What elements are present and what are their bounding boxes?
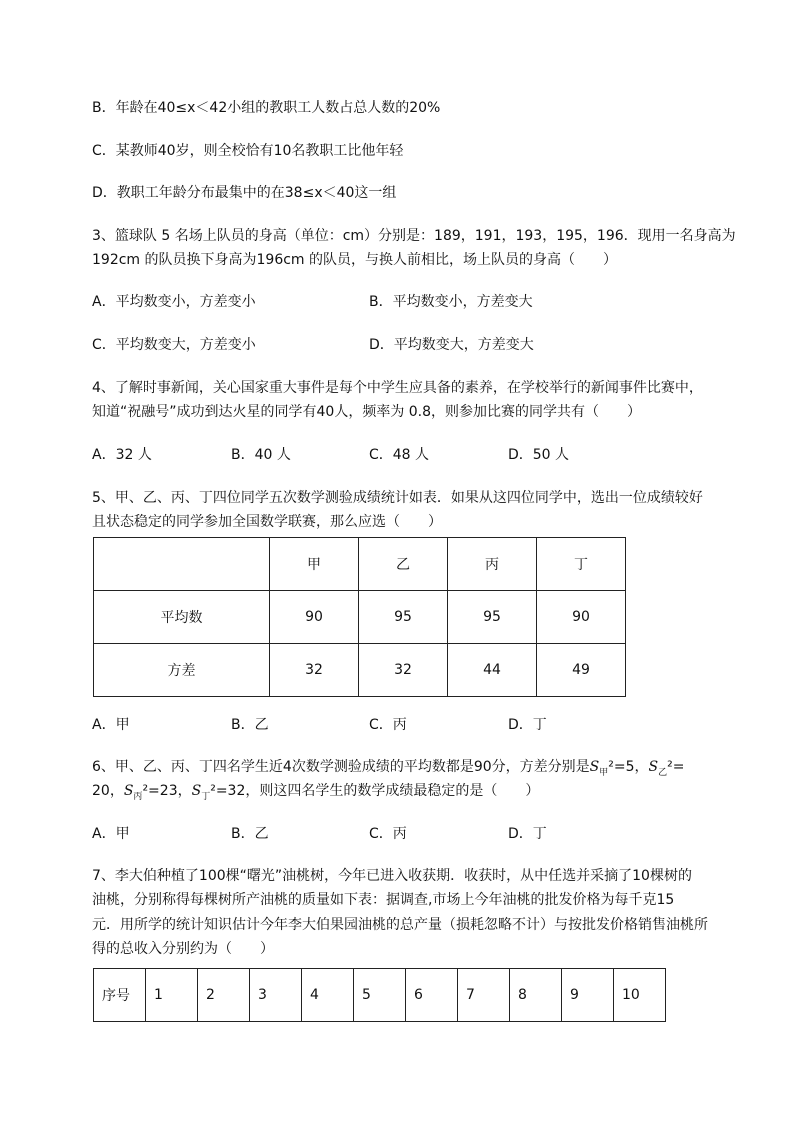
table-header-cell: 6 [406, 969, 458, 1022]
q4-option-b: B．40 人 [231, 447, 291, 463]
q2-option-b: B．年龄在40≤x＜42小组的教职工人数占总人数的20% [92, 100, 441, 116]
table-cell: 32 [359, 644, 448, 697]
q5-option-a: A．甲 [92, 717, 130, 733]
q7-stem-line4: 得的总收入分别约为（ ） [92, 941, 274, 957]
table-header-cell: 1 [146, 969, 198, 1022]
q4-option-a: A．32 人 [92, 447, 152, 463]
table-row [94, 969, 666, 1022]
q4-option-d: D．50 人 [508, 447, 570, 463]
table-row-label: 方差 [94, 644, 270, 697]
q5-stem-line1: 5、甲、乙、丙、丁四位同学五次数学测验成绩统计如表．如果从这四位同学中，选出一位成绩较好 [92, 490, 703, 506]
q6-text: ²=32，则这四名学生的数学成绩最稳定的是（ ） [210, 783, 540, 799]
variance-subscript: 丙 [133, 791, 143, 802]
q7-data-table [93, 968, 666, 1022]
table-cell: 90 [270, 591, 359, 644]
q5-stats-table [93, 537, 626, 697]
variance-symbol: S [123, 783, 134, 799]
table-header-cell: 9 [562, 969, 614, 1022]
table-header-cell: 10 [614, 969, 666, 1022]
table-header-cell: 3 [250, 969, 302, 1022]
q6-text: ²= [667, 759, 685, 775]
q2-option-d: D．教职工年龄分布最集中的在38≤x＜40这一组 [92, 185, 397, 201]
table-cell: 49 [537, 644, 626, 697]
table-header-cell: 丙 [448, 538, 537, 591]
q3-option-b: B．平均数变小，方差变大 [369, 294, 533, 310]
q3-option-a: A．平均数变小，方差变小 [92, 294, 256, 310]
table-row [94, 644, 626, 697]
table-cell: 32 [270, 644, 359, 697]
variance-symbol: S [589, 759, 600, 775]
q3-stem-line2: 192cm 的队员换下身高为196cm 的队员，与换人前相比，场上队员的身高（ ） [92, 252, 618, 268]
q7-stem-line1: 7、李大伯种植了100棵“曙光”油桃树，今年已进入收获期．收获时，从中任选并采摘了10棵树的 [92, 868, 692, 884]
q6-text: 20， [92, 783, 124, 799]
q5-option-c: C．丙 [369, 717, 407, 733]
q6-option-b: B．乙 [231, 826, 269, 842]
q6-text: ²=5， [608, 759, 649, 775]
variance-subscript: 乙 [658, 767, 668, 778]
table-cell [94, 538, 270, 591]
variance-subscript: 丁 [201, 791, 211, 802]
q5-option-d: D．丁 [508, 717, 547, 733]
q5-option-b: B．乙 [231, 717, 269, 733]
q6-stem-line2 [92, 781, 539, 807]
q3-option-c: C．平均数变大，方差变小 [92, 337, 256, 353]
table-header-cell: 丁 [537, 538, 626, 591]
q7-stem-line3: 元．用所学的统计知识估计今年李大伯果园油桃的总产量（损耗忽略不计）与按批发价格销售油桃所 [92, 917, 708, 933]
table-cell: 95 [448, 591, 537, 644]
table-row [94, 591, 626, 644]
table-row [94, 538, 626, 591]
table-header-cell: 2 [198, 969, 250, 1022]
q6-option-c: C．丙 [369, 826, 407, 842]
variance-subscript: 甲 [599, 767, 609, 778]
q2-option-c: C．某教师40岁，则全校恰有10名教职工比他年轻 [92, 143, 404, 159]
table-header-cell: 4 [302, 969, 354, 1022]
table-cell: 44 [448, 644, 537, 697]
table-header-cell: 8 [510, 969, 562, 1022]
q6-text: ²=23， [142, 783, 192, 799]
q4-stem-line2: 知道“祝融号”成功到达火星的同学有40人，频率为 0.8，则参加比赛的同学共有（ ） [92, 404, 642, 420]
q5-stem-line2: 且状态稳定的同学参加全国数学联赛，那么应选（ ） [92, 514, 442, 530]
q6-option-d: D．丁 [508, 826, 547, 842]
table-cell: 90 [537, 591, 626, 644]
q6-option-a: A．甲 [92, 826, 130, 842]
table-row-label: 平均数 [94, 591, 270, 644]
table-header-cell: 序号 [94, 969, 146, 1022]
table-header-cell: 甲 [270, 538, 359, 591]
q4-option-c: C．48 人 [369, 447, 430, 463]
q6-stem-line1 [92, 757, 684, 783]
q3-stem-line1: 3、篮球队 5 名场上队员的身高（单位：cm）分别是：189，191，193，195，196．现用一名身高为 [92, 228, 736, 244]
variance-symbol: S [648, 759, 659, 775]
table-cell: 95 [359, 591, 448, 644]
table-header-cell: 5 [354, 969, 406, 1022]
q4-stem-line1: 4、了解时事新闻，关心国家重大事件是每个中学生应具备的素养，在学校举行的新闻事件比赛中， [92, 380, 703, 396]
table-header-cell: 7 [458, 969, 510, 1022]
q7-stem-line2: 油桃，分别称得每棵树所产油桃的质量如下表：据调查,市场上今年油桃的批发价格为每千克15 [92, 892, 675, 908]
variance-symbol: S [191, 783, 202, 799]
q6-text: 6、甲、乙、丙、丁四名学生近4次数学测验成绩的平均数都是90分，方差分别是 [92, 759, 590, 775]
table-header-cell: 乙 [359, 538, 448, 591]
q3-option-d: D．平均数变大，方差变大 [369, 337, 534, 353]
